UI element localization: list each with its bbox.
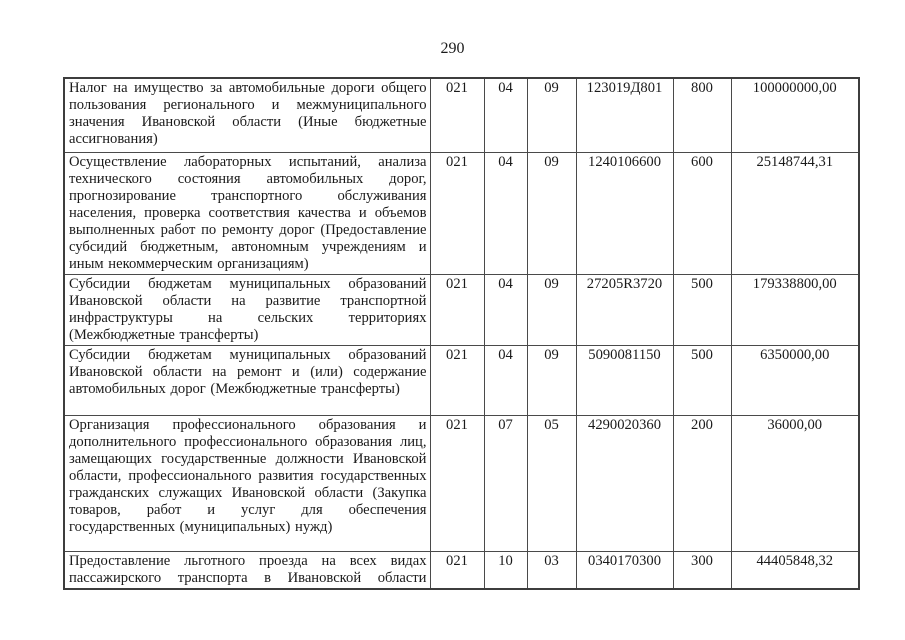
expense-type-code: 500 [673, 345, 731, 415]
table-row [64, 274, 859, 345]
section-code: 04 [484, 152, 527, 274]
row-description: Субсидии бюджетам муниципальных образований Ивановской области на ремонт и (или) содержание автомобильных дорог (Межбюджетные трансферты) [64, 345, 430, 415]
amount-value: 36000,00 [731, 415, 859, 551]
table-row [64, 345, 859, 415]
section-code: 04 [484, 78, 527, 152]
subsection-code: 09 [527, 78, 576, 152]
row-description: Налог на имущество за автомобильные дороги общего пользования регионального и межмуниципального значения Ивановской области (Иные бюджетные ассигнования) [64, 78, 430, 152]
grbs-code: 021 [430, 78, 484, 152]
subsection-code: 09 [527, 274, 576, 345]
target-article-code: 0340170300 [576, 551, 673, 589]
row-description: Организация профессионального образования и дополнительного профессионального образования лиц, замещающих государственные должности Ивановской области, профессионального развития государственных гражданских служащих Ивановской области (Закупка товаров, работ и услуг для обеспечения государственных (муниципальных) нужд) [64, 415, 430, 551]
table-row [64, 152, 859, 274]
target-article-code: 123019Д801 [576, 78, 673, 152]
row-description: Осуществление лабораторных испытаний, анализа технического состояния автомобильных дорог, прогнозирование транспортного обслуживания населения, проверка соответствия качества и объемов выполненных работ по ремонту дорог (Предоставление субсидий бюджетным, автономным учреждениям и иным некоммерческим организациям) [64, 152, 430, 274]
grbs-code: 021 [430, 551, 484, 589]
row-description: Предоставление льготного проезда на всех видах пассажирского транспорта в Ивановской области [64, 551, 430, 589]
grbs-code: 021 [430, 415, 484, 551]
subsection-code: 09 [527, 345, 576, 415]
amount-value: 179338800,00 [731, 274, 859, 345]
expense-type-code: 300 [673, 551, 731, 589]
section-code: 04 [484, 345, 527, 415]
expense-type-code: 500 [673, 274, 731, 345]
target-article-code: 4290020360 [576, 415, 673, 551]
target-article-code: 5090081150 [576, 345, 673, 415]
subsection-code: 09 [527, 152, 576, 274]
expense-type-code: 200 [673, 415, 731, 551]
grbs-code: 021 [430, 152, 484, 274]
page-number: 290 [440, 40, 465, 57]
section-code: 10 [484, 551, 527, 589]
target-article-code: 27205R3720 [576, 274, 673, 345]
expense-type-code: 600 [673, 152, 731, 274]
row-description: Субсидии бюджетам муниципальных образований Ивановской области на развитие транспортной инфраструктуры на сельских территориях (Межбюджетные трансферты) [64, 274, 430, 345]
amount-value: 6350000,00 [731, 345, 859, 415]
subsection-code: 03 [527, 551, 576, 589]
table-row [64, 415, 859, 551]
section-code: 07 [484, 415, 527, 551]
target-article-code: 1240106600 [576, 152, 673, 274]
table-row [64, 78, 859, 152]
grbs-code: 021 [430, 345, 484, 415]
section-code: 04 [484, 274, 527, 345]
budget-allocations-table [63, 77, 860, 590]
expense-type-code: 800 [673, 78, 731, 152]
amount-value: 25148744,31 [731, 152, 859, 274]
amount-value: 44405848,32 [731, 551, 859, 589]
grbs-code: 021 [430, 274, 484, 345]
amount-value: 100000000,00 [731, 78, 859, 152]
table-row [64, 551, 859, 589]
subsection-code: 05 [527, 415, 576, 551]
